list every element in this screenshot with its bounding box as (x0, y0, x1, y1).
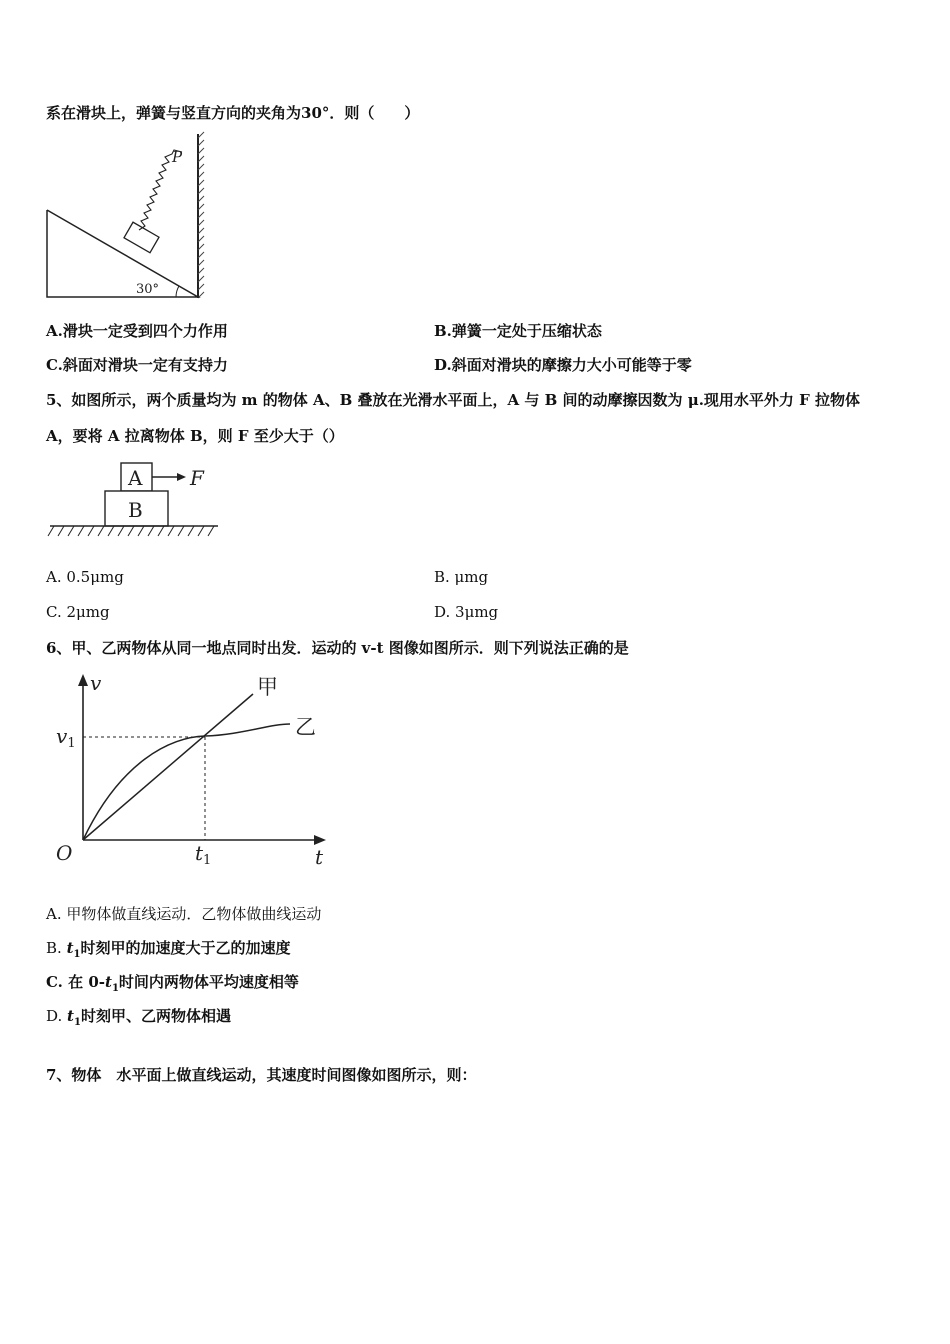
q6-option-c[interactable] (46, 971, 299, 994)
q7-stem: 7、物体 水平面上做直线运动，其速度时间图像如图所示，则： (46, 1066, 477, 1084)
q6-option-d[interactable] (46, 1005, 231, 1028)
q6-option-b-text: 时刻甲的加速度大于乙的加速度 (80, 939, 291, 957)
q4-option-b[interactable]: B.弹簧一定处于压缩状态 (434, 322, 602, 340)
q6-option-b-prefix: B. (46, 939, 67, 957)
q4-label-angle: 30° (136, 282, 160, 297)
q6-series-yi-curve (83, 724, 290, 840)
q6-series-jia-line (83, 694, 253, 840)
q6-option-d-sub: 1 (73, 1017, 81, 1028)
q5-option-c[interactable]: C. 2μmg (46, 603, 110, 621)
q6-axis-v: v (90, 672, 102, 695)
q6-option-d-var: t (67, 1007, 74, 1025)
q6-origin: O (56, 841, 73, 865)
q5-option-d[interactable]: D. 3μmg (434, 603, 499, 621)
q6-v1-sub: 1 (67, 736, 76, 751)
q6-series-yi-label: 乙 (295, 715, 316, 739)
q6-vt-graph (50, 672, 340, 872)
q4-label-p: P (172, 148, 183, 166)
q6-option-c-text: 时间内两物体平均速度相等 (118, 973, 299, 991)
q6-option-c-var: t (105, 973, 112, 991)
q6-option-b[interactable] (46, 937, 290, 960)
q6-option-d-prefix: D. (46, 1007, 68, 1025)
q4-incline-figure (44, 130, 214, 302)
q6-t1-label: t (195, 841, 204, 865)
q4-option-d[interactable]: D.斜面对滑块的摩擦力大小可能等于零 (434, 356, 692, 374)
q6-v1-label: v (56, 724, 68, 748)
q6-stem: 6、甲、乙两物体从同一地点同时出发．运动的 v-t 图像如图所示．则下列说法正确的是 (46, 639, 629, 657)
q6-option-b-var: t (66, 939, 74, 957)
svg-text:v1 (56, 724, 76, 751)
q4-stem-tail: 系在滑块上，弹簧与竖直方向的夹角为30°．则（ ） (46, 104, 420, 122)
q6-option-c-prefix: C. 在 0- (46, 973, 106, 991)
q6-option-a[interactable]: A. 甲物体做直线运动．乙物体做曲线运动 (46, 905, 322, 923)
q6-option-d-text: 时刻甲、乙两物体相遇 (80, 1007, 231, 1025)
q5-label-a: A (128, 466, 143, 490)
q5-label-b: B (128, 498, 143, 522)
q5-label-f: F (190, 466, 204, 490)
q4-option-c[interactable]: C.斜面对滑块一定有支持力 (46, 356, 228, 374)
q4-option-a[interactable]: A.滑块一定受到四个力作用 (46, 322, 228, 340)
svg-text:t1 (195, 841, 211, 868)
q6-option-c-sub: 1 (111, 983, 119, 994)
q6-axis-t: t (315, 845, 324, 869)
q6-option-b-sub: 1 (73, 949, 81, 960)
q6-series-jia-label: 甲 (257, 675, 278, 699)
q5-stem-line1: 5、如图所示，两个质量均为 m 的物体 A、B 叠放在光滑水平面上，A 与 B 间的动摩擦因数为 μ.现用水平外力 F 拉物体 (46, 391, 861, 409)
q5-blocks-figure (46, 458, 226, 544)
q5-option-a[interactable]: A. 0.5μmg (46, 568, 124, 586)
q5-stem-line2: A，要将 A 拉离物体 B，则 F 至少大于（） (46, 427, 344, 445)
q5-option-b[interactable]: B. μmg (434, 568, 489, 586)
q6-t1-sub: 1 (203, 853, 212, 868)
